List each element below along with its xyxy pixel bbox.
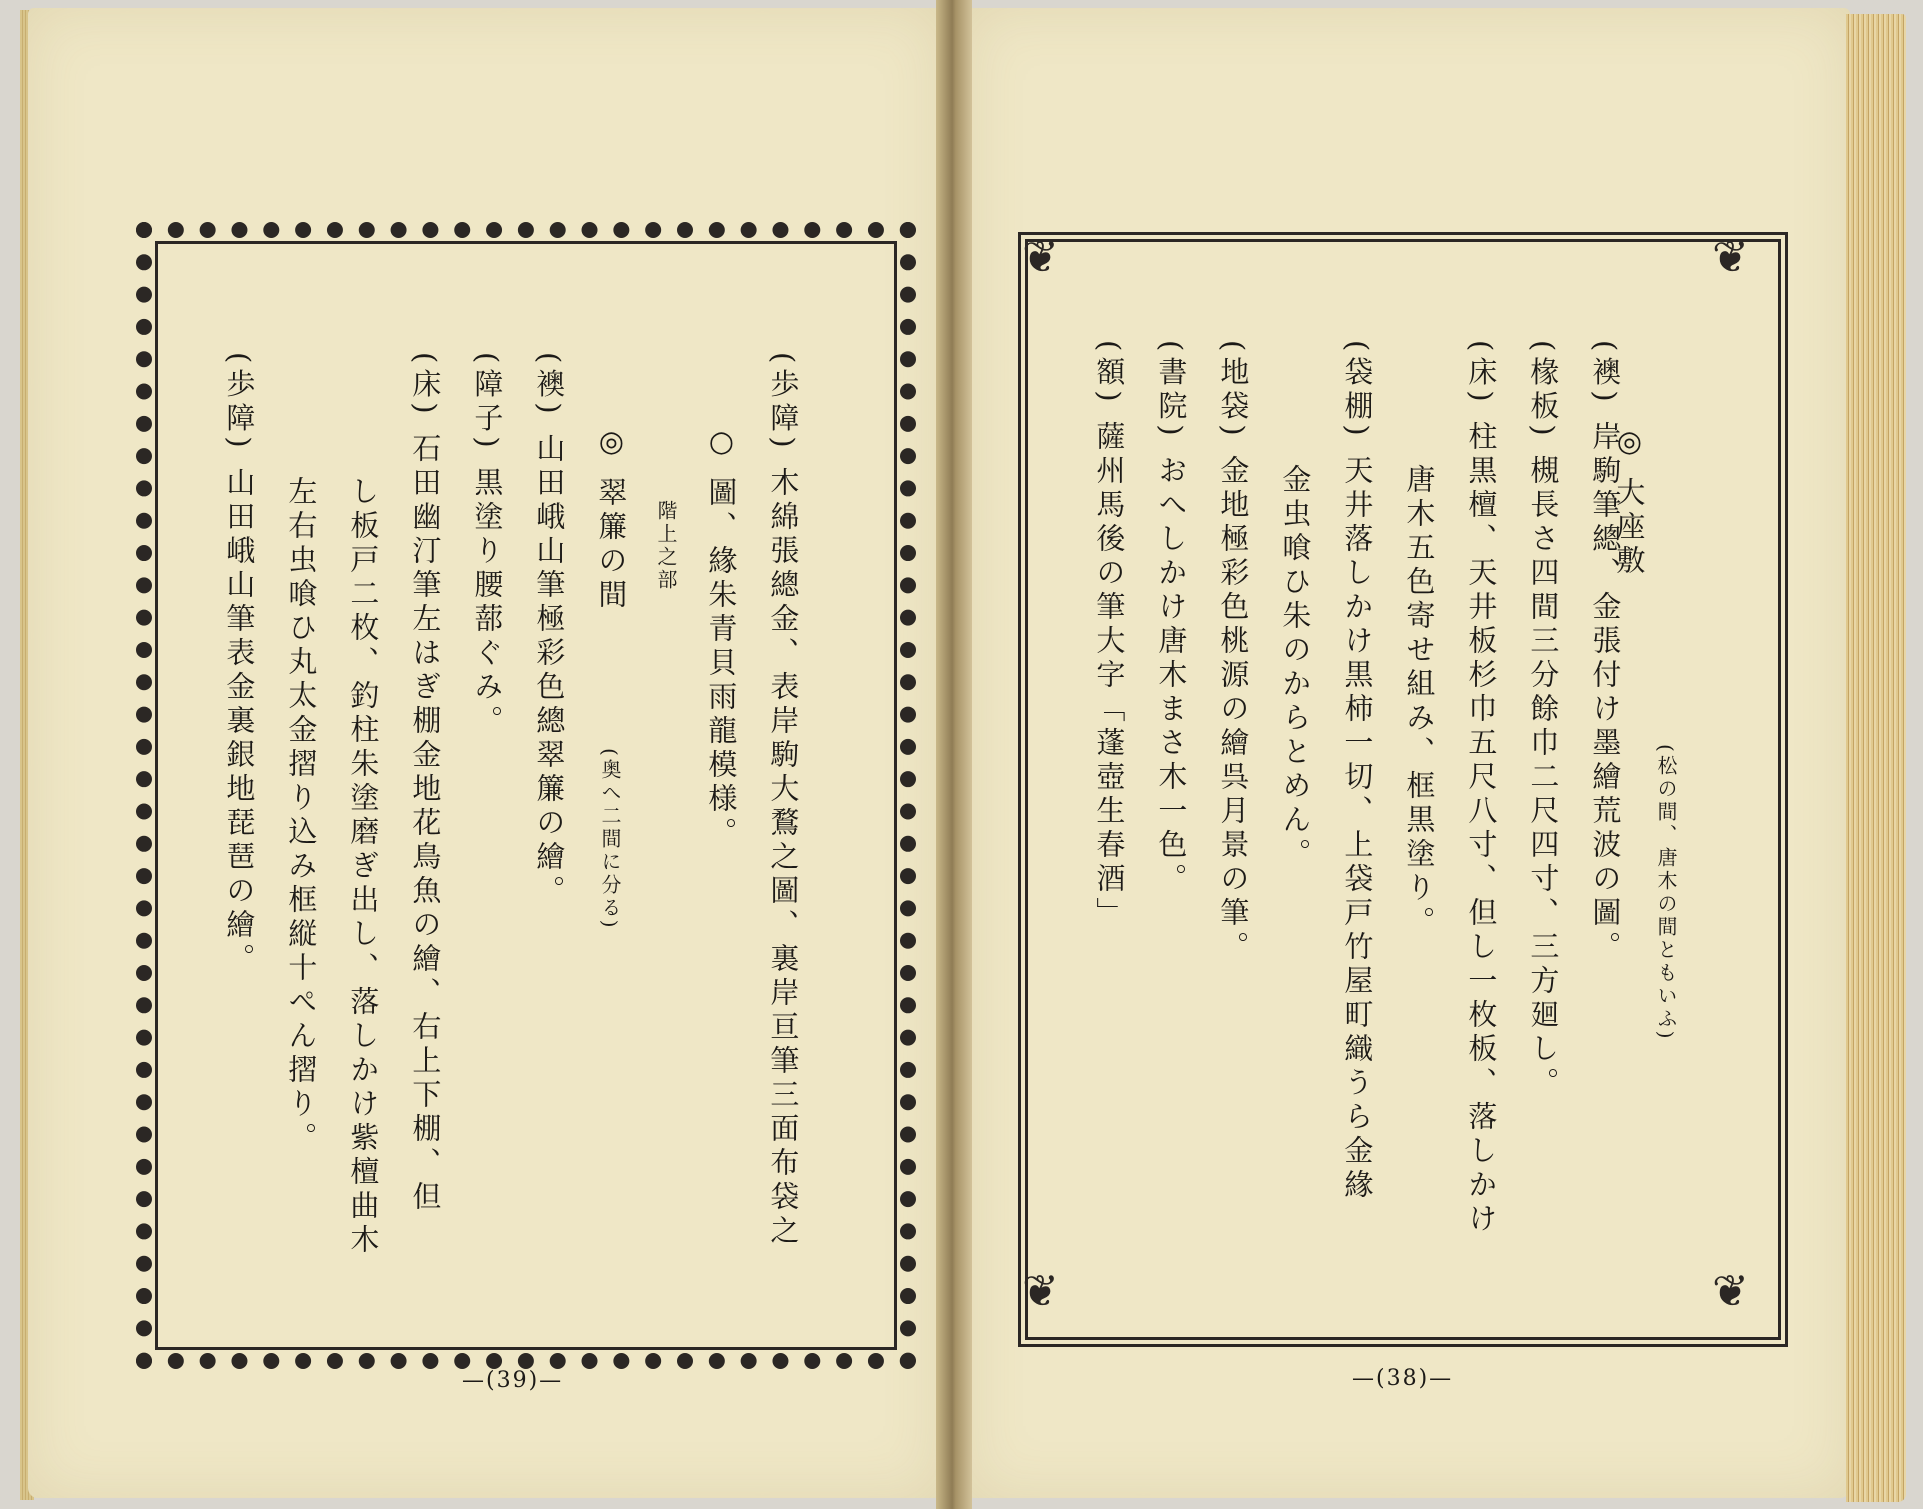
text-column: (歩障) 山田峨山筆表金裏銀地琵琶の繪。 [222, 352, 257, 977]
text-column: し板戸二枚、釣柱朱塗磨ぎ出し、落しかけ紫檀曲木 [346, 476, 381, 1258]
room-heading: ◎ 翠簾の間 [594, 424, 629, 614]
text-column: ○ 圖、緣朱青貝雨龍模様。 [704, 424, 739, 852]
room-note: (松の間、唐木の間ともいふ) [1654, 744, 1678, 1042]
text-column: (障子) 黒塗り腰蔀ぐみ。 [470, 352, 505, 739]
text-column: 唐木五色寄せ組み、框黒塗り。 [1402, 464, 1437, 940]
text-column: (襖) 岸駒筆總、金張付け墨繪荒波の圖。 [1588, 340, 1623, 965]
text-column: (書院) おへしかけ唐木まさ木一色。 [1154, 340, 1189, 897]
bamboo-leaf-icon: ❦ [1712, 1266, 1749, 1317]
section-heading: 階上之部 [654, 500, 678, 592]
text-column: (歩障) 木綿張總金、表岸駒大鶩之圖、裏岸亘筆三面布袋之 [766, 352, 801, 1249]
bamboo-leaf-icon: ❦ [1712, 232, 1749, 283]
page-number: —(39)— [462, 1368, 564, 1393]
room-heading: ◎ 大座敷 [1612, 424, 1647, 580]
room-note: (奥へ二間に分る) [598, 748, 622, 931]
text-column: (床) 柱黒檀、天井板杉巾五尺八寸、但し一枚板、落しかけ [1464, 340, 1499, 1237]
book-gutter [936, 0, 972, 1509]
text-column: (床) 石田幽汀筆左はぎ棚金地花鳥魚の繪、右上下棚、但 [408, 352, 443, 1215]
text-column: (椽板) 槻長さ四間三分餘巾二尺四寸、三方廻し。 [1526, 340, 1561, 1101]
text-column: (額) 薩州馬後の筆大字「蓬壺生春酒」 [1092, 340, 1127, 931]
text-column: (地袋) 金地極彩色桃源の繪呉月景の筆。 [1216, 340, 1251, 965]
page-number: —(38)— [1352, 1366, 1454, 1391]
bamboo-leaf-icon: ❦ [1022, 1266, 1059, 1317]
text-column: 金虫喰ひ朱のからとめん。 [1278, 464, 1313, 872]
bamboo-leaf-icon: ❦ [1022, 232, 1059, 283]
text-column: 左右虫喰ひ丸太金摺り込み框縦十ぺん摺り。 [284, 476, 319, 1156]
page-edge-right [1846, 14, 1906, 1502]
text-column: (襖) 山田峨山筆極彩色總翠簾の繪。 [532, 352, 567, 909]
text-column: (袋棚) 天井落しかけ黒柿一切、上袋戸竹屋町織うら金緣 [1340, 340, 1375, 1203]
